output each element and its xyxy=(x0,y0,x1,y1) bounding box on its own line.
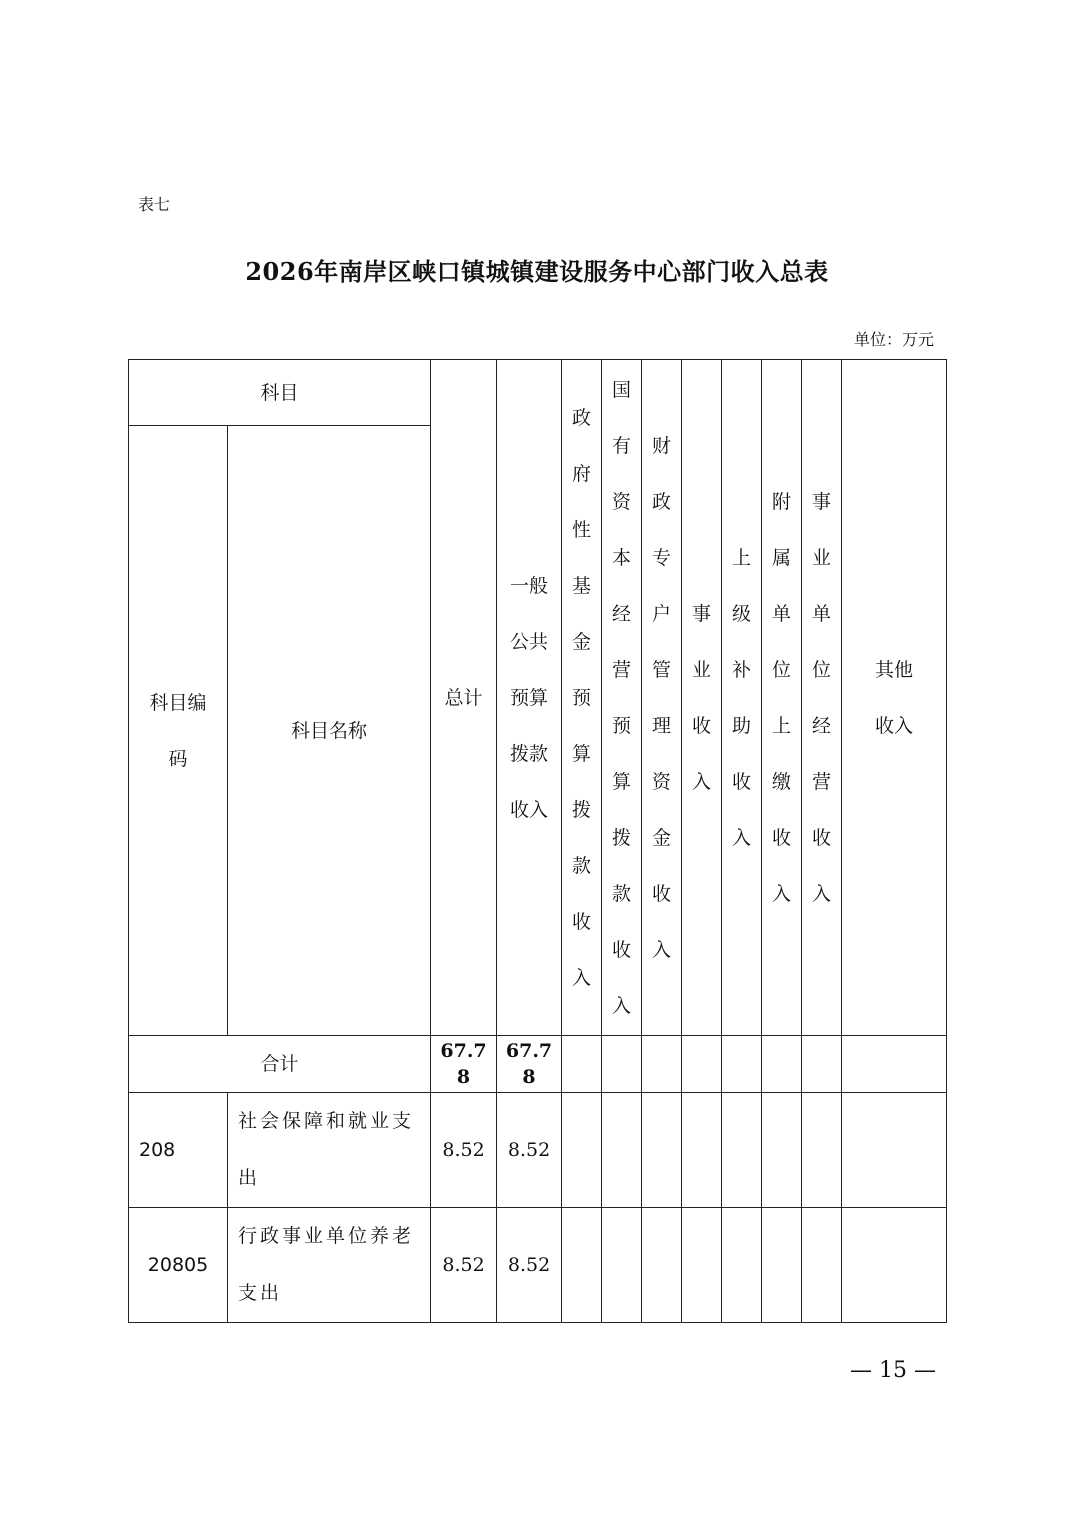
total-general-budget: 67.78 xyxy=(497,1036,562,1093)
document-title: 2026年南岸区峡口镇城镇建设服务中心部门收入总表 xyxy=(245,257,829,286)
total-sum: 67.78 xyxy=(431,1036,497,1093)
table-row xyxy=(129,1093,947,1208)
row-general-budget: 8.52 xyxy=(497,1208,562,1323)
row-business-income xyxy=(682,1208,722,1323)
row-total: 8.52 xyxy=(431,1093,497,1208)
row-gov-fund xyxy=(562,1208,602,1323)
row-superior-subsidy xyxy=(722,1093,762,1208)
total-gov-fund xyxy=(562,1036,602,1093)
header-general-budget: 一般公共预算拨款收入 xyxy=(497,360,562,1036)
header-total: 总计 xyxy=(431,360,497,1036)
row-name: 行政事业单位养老支出 xyxy=(228,1208,431,1323)
row-affiliated-turnover xyxy=(762,1208,802,1323)
header-subject-code: 科目编码 xyxy=(129,426,228,1036)
total-row xyxy=(129,1036,947,1093)
header-affiliated-turnover: 附属单位上缴收入 xyxy=(762,360,802,1036)
table-label: 表七 xyxy=(138,195,171,214)
row-general-budget: 8.52 xyxy=(497,1093,562,1208)
row-state-capital xyxy=(602,1208,642,1323)
row-superior-subsidy xyxy=(722,1208,762,1323)
total-state-capital xyxy=(602,1036,642,1093)
income-summary-table xyxy=(128,359,947,1323)
total-operating-income xyxy=(802,1036,842,1093)
total-affiliated-turnover xyxy=(762,1036,802,1093)
row-total: 8.52 xyxy=(431,1208,497,1323)
row-fiscal-special xyxy=(642,1208,682,1323)
row-name: 社会保障和就业支出 xyxy=(228,1093,431,1208)
header-fiscal-special: 财政专户管理资金收入 xyxy=(642,360,682,1036)
unit-label: 单位：万元 xyxy=(853,330,934,349)
total-label: 合计 xyxy=(129,1036,431,1093)
row-other-income xyxy=(842,1208,947,1323)
header-subject-group: 科目 xyxy=(129,360,431,426)
row-state-capital xyxy=(602,1093,642,1208)
header-subject-name: 科目名称 xyxy=(228,426,431,1036)
row-fiscal-special xyxy=(642,1093,682,1208)
total-superior-subsidy xyxy=(722,1036,762,1093)
row-code: 20805 xyxy=(129,1208,228,1323)
row-code: 208 xyxy=(129,1093,228,1208)
header-gov-fund: 政府性基金预算拨款收入 xyxy=(562,360,602,1036)
header-state-capital: 国有资本经营预算拨款收入 xyxy=(602,360,642,1036)
row-gov-fund xyxy=(562,1093,602,1208)
row-operating-income xyxy=(802,1093,842,1208)
row-affiliated-turnover xyxy=(762,1093,802,1208)
header-operating-income: 事业单位经营收入 xyxy=(802,360,842,1036)
total-fiscal-special xyxy=(642,1036,682,1093)
header-superior-subsidy: 上级补助收入 xyxy=(722,360,762,1036)
page-number: — 15 — xyxy=(850,1358,936,1383)
table-row xyxy=(129,1208,947,1323)
header-other-income: 其他收入 xyxy=(842,360,947,1036)
row-other-income xyxy=(842,1093,947,1208)
total-other-income xyxy=(842,1036,947,1093)
total-business-income xyxy=(682,1036,722,1093)
header-business-income: 事业收入 xyxy=(682,360,722,1036)
row-operating-income xyxy=(802,1208,842,1323)
row-business-income xyxy=(682,1093,722,1208)
